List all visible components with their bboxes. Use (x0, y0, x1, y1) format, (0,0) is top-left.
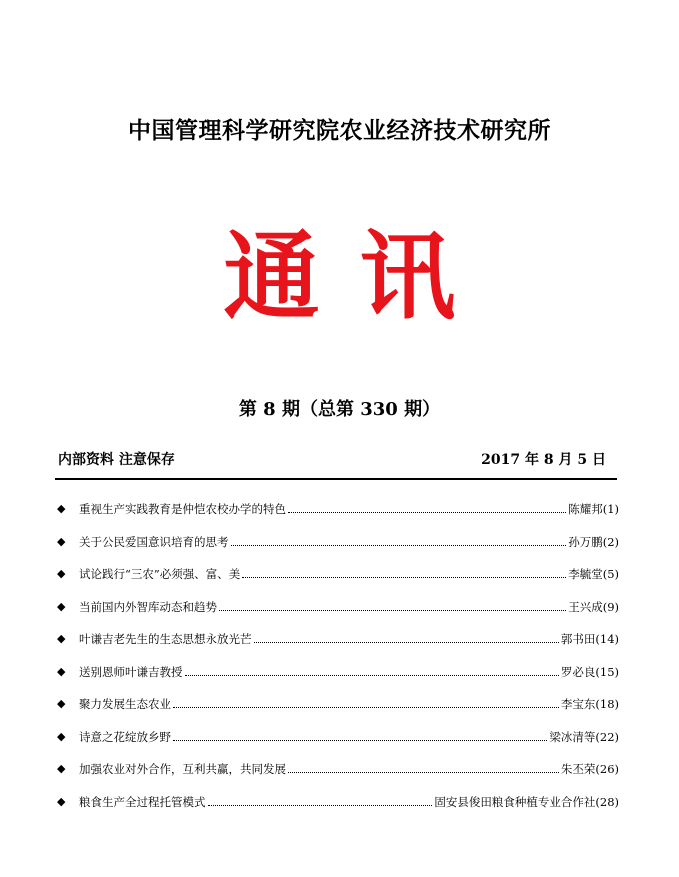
toc-author: 陈耀邦 (568, 502, 603, 516)
issue-number: 第 8 期（总第 330 期） (238, 399, 441, 420)
dot-leader (288, 512, 566, 513)
toc-page: (9) (602, 599, 619, 614)
diamond-bullet-icon: ◆ (57, 729, 66, 743)
diamond-bullet-icon: ◆ (57, 632, 66, 645)
toc-title: 送别恩师叶谦吉教授 (79, 664, 183, 679)
toc-item[interactable] (57, 760, 619, 793)
toc-page: (18) (595, 697, 619, 711)
dot-leader (185, 675, 559, 676)
toc-item[interactable] (57, 533, 619, 566)
toc-author: 朱丕荣 (560, 762, 596, 776)
toc-entry (79, 728, 619, 746)
classification-note: 内部资料 注意保存 (58, 452, 175, 468)
toc-title: 当前国内外智库动态和趋势 (79, 599, 217, 614)
dot-leader (208, 805, 433, 806)
masthead-title: 通讯 (223, 220, 496, 333)
diamond-bullet-icon: ◆ (57, 599, 66, 613)
diamond-bullet-icon: ◆ (57, 534, 66, 548)
toc-page: (26) (595, 762, 619, 776)
table-of-contents (57, 500, 619, 825)
dot-leader (173, 707, 559, 708)
toc-title: 诗意之花绽放乡野 (79, 729, 171, 744)
header-divider (55, 478, 617, 480)
toc-entry (79, 533, 619, 551)
toc-entry (79, 663, 619, 681)
toc-title: 粮食生产全过程托管模式 (79, 794, 206, 809)
toc-page: (2) (602, 534, 619, 549)
toc-entry (79, 760, 619, 778)
meta-row (58, 449, 606, 471)
toc-page: (28) (595, 794, 619, 809)
dot-leader (254, 642, 559, 643)
toc-item[interactable] (57, 695, 619, 728)
toc-author: 罗必良 (560, 664, 596, 679)
diamond-bullet-icon: ◆ (57, 502, 66, 515)
toc-title: 聚力发展生态农业 (79, 697, 171, 711)
publication-date: 2017 年 8 月 5 日 (481, 452, 606, 468)
toc-item[interactable] (57, 630, 619, 663)
toc-entry (79, 565, 619, 583)
toc-entry (79, 630, 619, 648)
toc-item[interactable] (57, 565, 619, 598)
toc-item[interactable] (57, 728, 619, 761)
toc-author: 固安县俊田粮食种植专业合作社 (434, 794, 596, 809)
toc-author: 李宝东 (560, 697, 596, 711)
toc-title: 重视生产实践教育是仲恺农校办学的特色 (79, 502, 286, 516)
toc-page: (5) (602, 567, 619, 581)
toc-item[interactable] (57, 500, 619, 533)
toc-author: 王兴成 (568, 599, 603, 614)
diamond-bullet-icon: ◆ (57, 567, 66, 580)
diamond-bullet-icon: ◆ (57, 697, 66, 710)
dot-leader (173, 740, 547, 741)
toc-entry (79, 500, 619, 518)
toc-page: (22) (595, 729, 619, 744)
toc-item[interactable] (57, 663, 619, 696)
toc-entry (79, 793, 619, 811)
dot-leader (242, 577, 566, 578)
diamond-bullet-icon: ◆ (57, 762, 66, 775)
diamond-bullet-icon: ◆ (57, 664, 66, 678)
toc-author: 孙万鹏 (568, 534, 603, 549)
toc-title: 试论践行“三农”必须强、富、美 (79, 567, 241, 581)
toc-title: 关于公民爱国意识培育的思考 (79, 534, 229, 549)
toc-item[interactable] (57, 793, 619, 826)
toc-author: 李毓堂 (568, 567, 603, 581)
toc-entry (79, 598, 619, 616)
toc-item[interactable] (57, 598, 619, 631)
toc-entry (79, 695, 619, 713)
toc-title: 加强农业对外合作，互利共赢，共同发展 (79, 762, 286, 776)
dot-leader (219, 610, 566, 611)
toc-page: (1) (602, 502, 619, 516)
toc-page: (15) (595, 664, 619, 679)
dot-leader (288, 772, 559, 773)
dot-leader (231, 545, 567, 546)
organization-title: 中国管理科学研究院农业经济技术研究所 (128, 118, 551, 144)
toc-author: 梁冰清等 (549, 729, 596, 744)
toc-title: 叶谦吉老先生的生态思想永放光芒 (79, 632, 252, 646)
toc-page: (14) (595, 632, 619, 646)
toc-author: 郭书田 (560, 632, 596, 646)
diamond-bullet-icon: ◆ (57, 794, 66, 808)
